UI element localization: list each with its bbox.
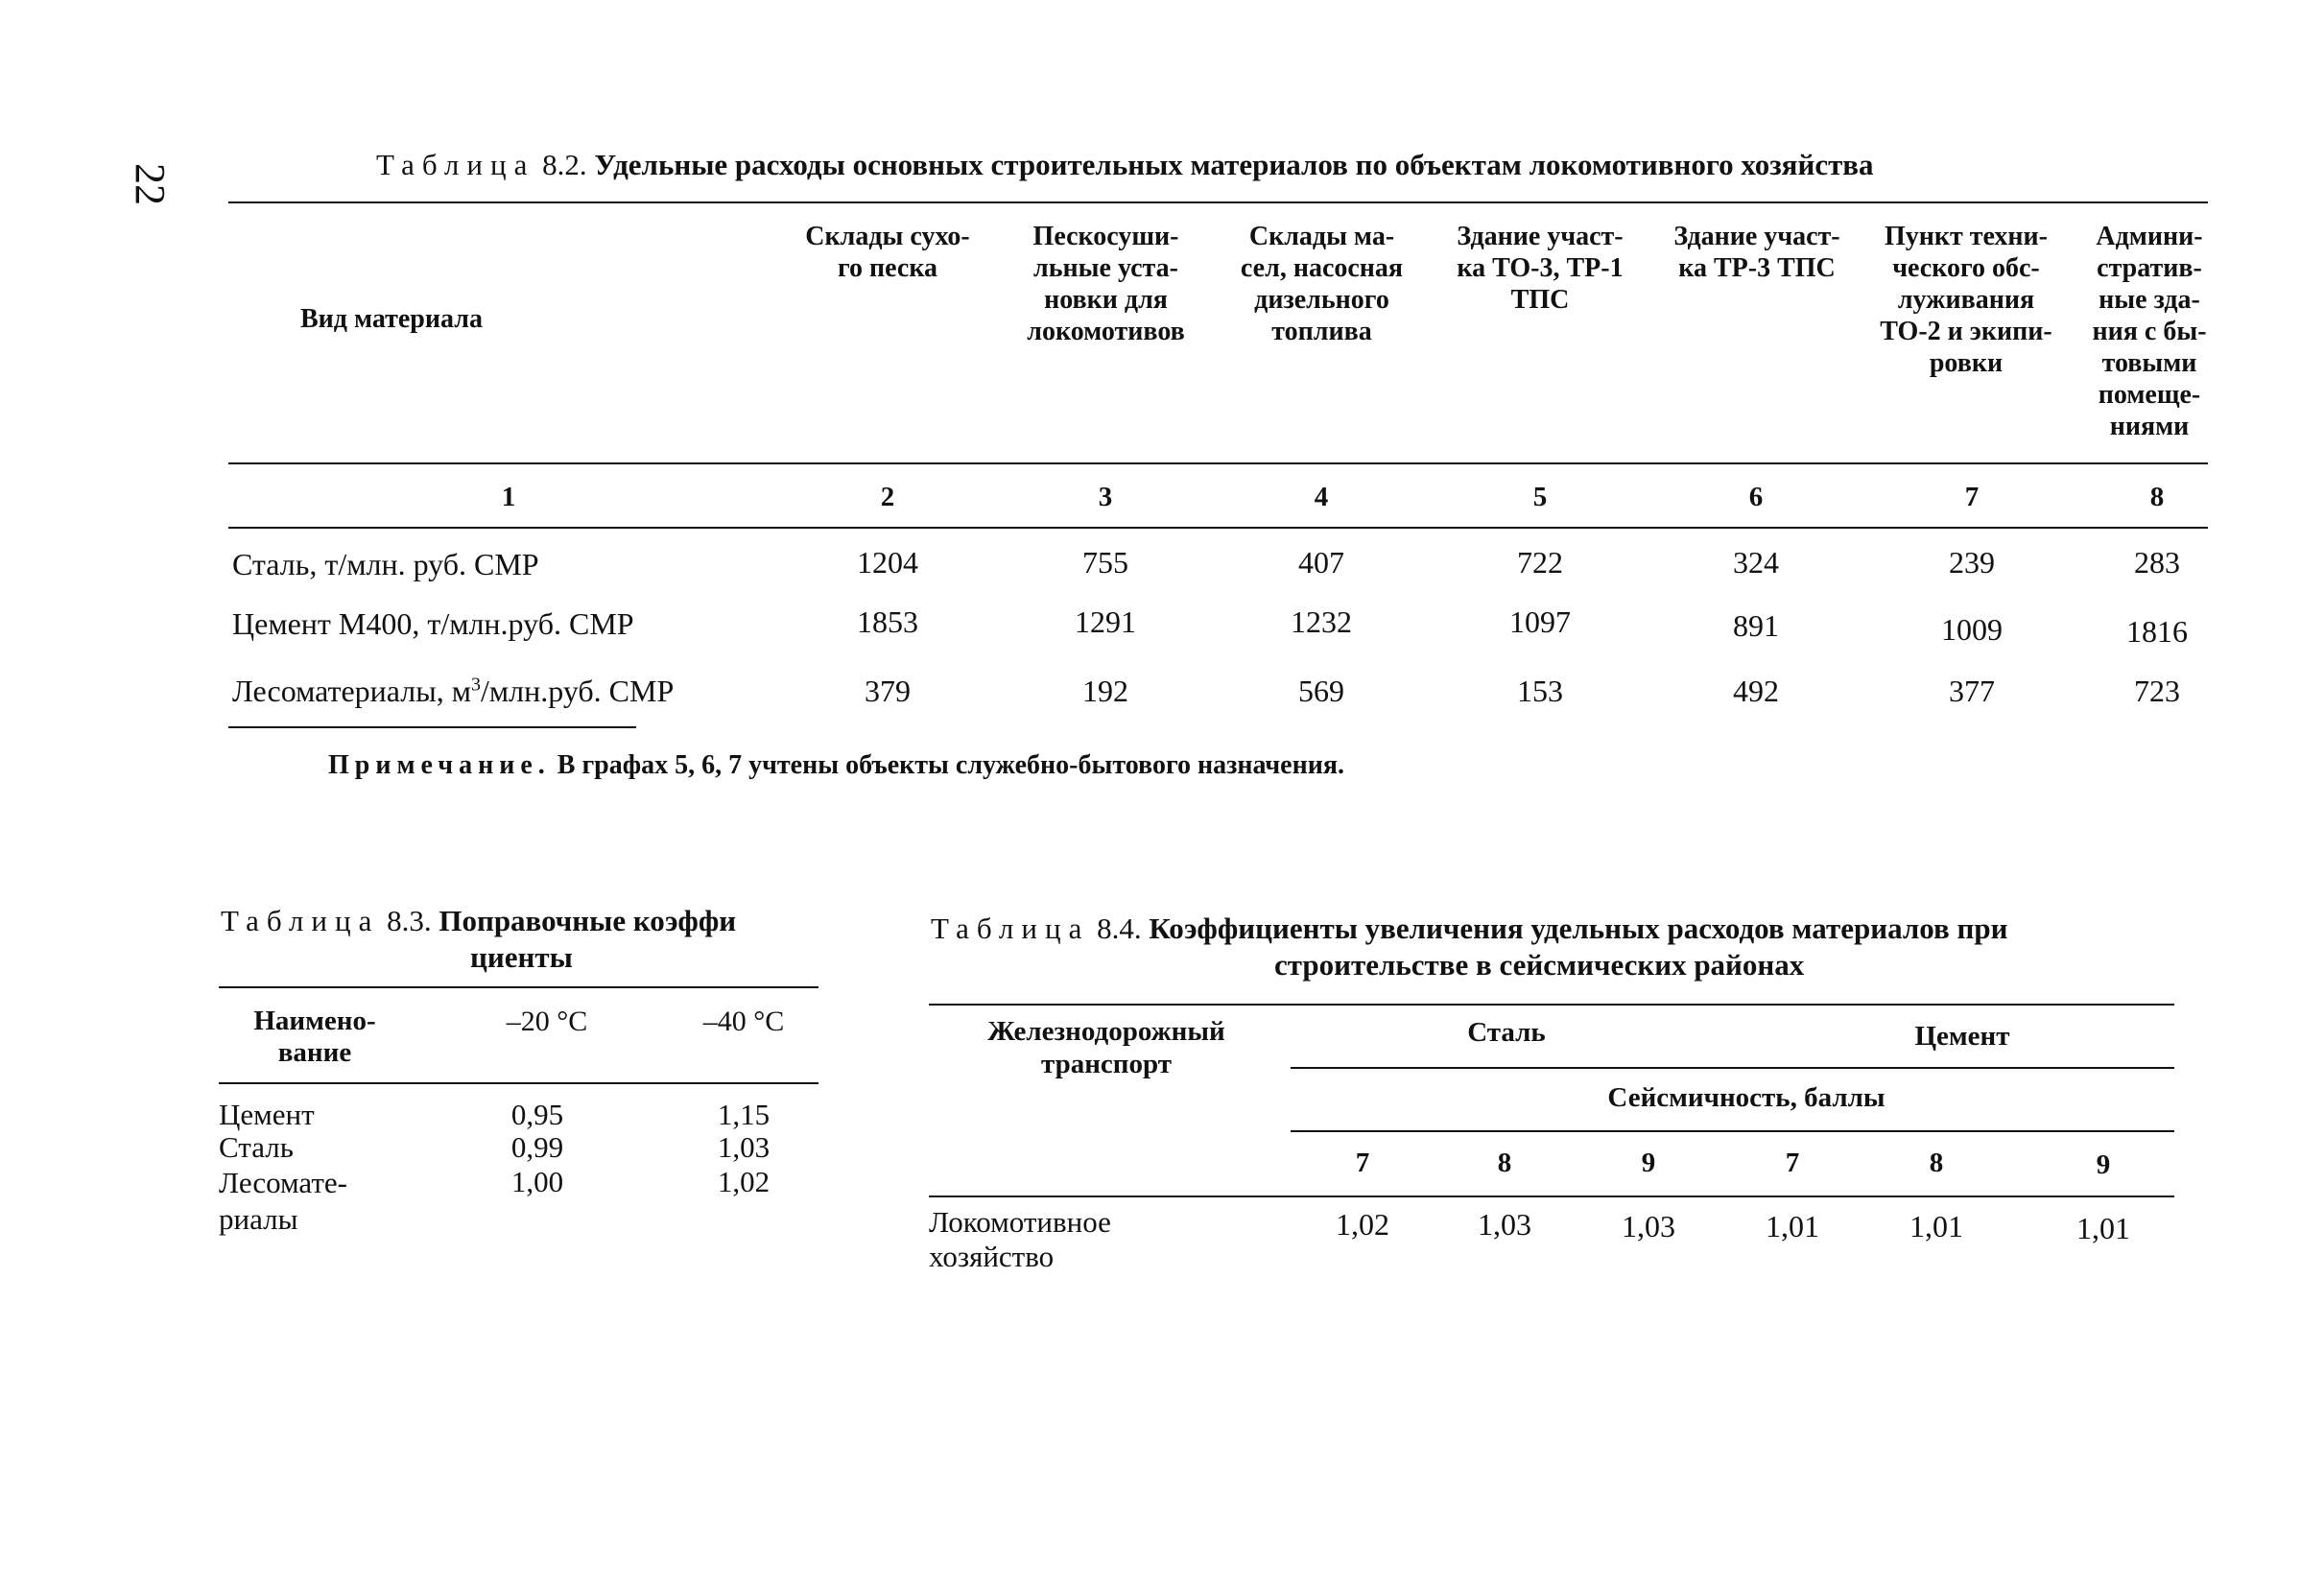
- row-label: [232, 674, 789, 708]
- row-label-text: /млн.руб. СМР: [481, 674, 675, 708]
- superscript: 3: [471, 674, 481, 696]
- header-col-6: Здание участ- ка ТР-3 ТПС: [1673, 222, 1840, 283]
- cell-value: 377: [1949, 674, 1995, 708]
- row-label: Сталь, т/млн. руб. СМР: [232, 547, 539, 581]
- header-col-2: Склады сухо- го песка: [805, 222, 970, 283]
- row-label: Локомотивное хозяйство: [929, 1205, 1111, 1273]
- grade-number: 7: [1785, 1148, 1800, 1178]
- cell-value: 0,99: [510, 1130, 564, 1164]
- row-label-text: Лесоматериалы, м: [232, 674, 471, 708]
- cell-value: 379: [865, 674, 911, 708]
- header-col-7: Пункт техни- ческого обс- луживания ТО-2 и экипи- ровки: [1880, 222, 2052, 378]
- cell-value: 324: [1733, 545, 1779, 580]
- cell-value: 722: [1517, 545, 1563, 580]
- cell-value: 492: [1733, 674, 1779, 708]
- header-col-4: Склады ма- сел, насосная дизельного топлива: [1240, 222, 1404, 346]
- cell-value: 1,01: [2076, 1211, 2130, 1245]
- col-number: 4: [1314, 482, 1329, 512]
- cell-value: 1853: [857, 604, 918, 639]
- header-name: Наимено- вание: [253, 1006, 376, 1068]
- caption-number: 8.2.: [542, 148, 587, 181]
- row-name: Лесомате- риалы: [219, 1166, 348, 1236]
- cell-value: 192: [1082, 674, 1128, 708]
- table-8-4-header-rule: [929, 1195, 2174, 1197]
- cell-value: 1,03: [717, 1130, 771, 1164]
- col-number: 2: [880, 482, 895, 512]
- cell-value: 1232: [1291, 604, 1352, 639]
- note-text: В графах 5, 6, 7 учтены объекты служебно-бытового назначения.: [557, 750, 1344, 780]
- row-name: Сталь: [219, 1130, 294, 1164]
- cell-value: 1,01: [1909, 1209, 1963, 1243]
- cell-value: 1,15: [717, 1098, 771, 1131]
- col-number: 6: [1748, 482, 1764, 512]
- caption-lead: Таблица: [221, 904, 380, 937]
- grade-number: 9: [2096, 1149, 2111, 1180]
- caption-text: Поправочные коэффи: [439, 904, 737, 937]
- table-8-4-caption-line-2: строительстве в сейсмических районах: [1274, 948, 1805, 982]
- header-minus-40: –40 °С: [702, 1006, 785, 1037]
- caption-number: 8.3.: [387, 904, 432, 937]
- header-minus-20: –20 °С: [506, 1006, 588, 1037]
- header-seismicity: Сейсмичность, баллы: [1607, 1082, 1885, 1113]
- cell-value: 407: [1298, 545, 1344, 580]
- grade-number: 9: [1641, 1148, 1656, 1178]
- cell-value: 569: [1298, 674, 1344, 708]
- cell-value: 1,02: [1336, 1207, 1389, 1242]
- grade-number: 7: [1355, 1148, 1370, 1178]
- page-number: 22: [127, 163, 174, 205]
- cell-value: 283: [2134, 545, 2180, 580]
- col-number: 8: [2149, 482, 2165, 512]
- table-8-2-bottom-rule: [228, 726, 636, 728]
- row-name: Цемент: [219, 1098, 315, 1131]
- cell-value: 1816: [2126, 614, 2188, 649]
- cell-value: 1,02: [717, 1165, 771, 1198]
- table-8-2-caption: [376, 148, 2199, 182]
- cell-value: 153: [1517, 674, 1563, 708]
- header-railway-transport: Железнодорожный транспорт: [987, 1016, 1225, 1079]
- table-8-4-caption: [931, 911, 2312, 946]
- cell-value: 1,00: [510, 1165, 564, 1198]
- table-8-2-note: [328, 750, 2151, 781]
- table-8-4-group-rule: [1291, 1067, 2174, 1069]
- table-8-2-header-rule: [228, 462, 2208, 464]
- cell-value: 0,95: [510, 1098, 564, 1131]
- grade-number: 8: [1497, 1148, 1512, 1178]
- caption-lead: Таблица: [376, 148, 535, 181]
- col-number: 5: [1532, 482, 1548, 512]
- table-8-3-header-rule: [219, 1082, 818, 1084]
- caption-lead: Таблица: [931, 911, 1090, 945]
- caption-text: Удельные расходы основных строительных материалов по объектам локомотивного хозяйства: [594, 148, 1874, 181]
- cell-value: 1,03: [1478, 1207, 1531, 1242]
- cell-value: 239: [1949, 545, 1995, 580]
- table-8-2-top-rule: [228, 201, 2208, 203]
- note-lead: Примечание.: [328, 750, 551, 780]
- cell-value: 891: [1733, 608, 1779, 643]
- table-8-3-top-rule: [219, 986, 818, 988]
- cell-value: 1097: [1509, 604, 1571, 639]
- table-8-4-subheader-rule: [1291, 1130, 2174, 1132]
- cell-value: 1,03: [1622, 1209, 1675, 1243]
- header-steel: Сталь: [1467, 1017, 1546, 1048]
- col-number: 3: [1098, 482, 1113, 512]
- cell-value: 1009: [1941, 612, 2003, 647]
- cell-value: 755: [1082, 545, 1128, 580]
- header-col-8: Админи- стратив- ные зда- ния с бы- товыми помеще- ниями: [2092, 222, 2207, 441]
- header-col-3: Пескосуши- льные уста- новки для локомотивов: [1027, 222, 1185, 346]
- caption-text: Коэффициенты увеличения удельных расходов материалов при: [1149, 911, 2008, 945]
- row-label: Цемент М400, т/млн.руб. СМР: [232, 606, 634, 641]
- table-8-3-caption: [221, 904, 854, 938]
- table-8-3-caption-line-2: циенты: [470, 940, 573, 974]
- cell-value: 1204: [857, 545, 918, 580]
- table-8-2-numbers-rule: [228, 527, 2208, 529]
- header-material: Вид материала: [300, 304, 483, 334]
- cell-value: 1,01: [1766, 1209, 1819, 1243]
- table-8-4-top-rule: [929, 1004, 2174, 1006]
- col-number: 1: [501, 482, 516, 512]
- grade-number: 8: [1929, 1148, 1944, 1178]
- header-col-5: Здание участ- ка ТО-3, ТР-1 ТПС: [1457, 222, 1624, 315]
- cell-value: 723: [2134, 674, 2180, 708]
- caption-number: 8.4.: [1097, 911, 1142, 945]
- header-cement: Цемент: [1914, 1021, 2010, 1052]
- col-number: 7: [1964, 482, 1980, 512]
- cell-value: 1291: [1075, 604, 1136, 639]
